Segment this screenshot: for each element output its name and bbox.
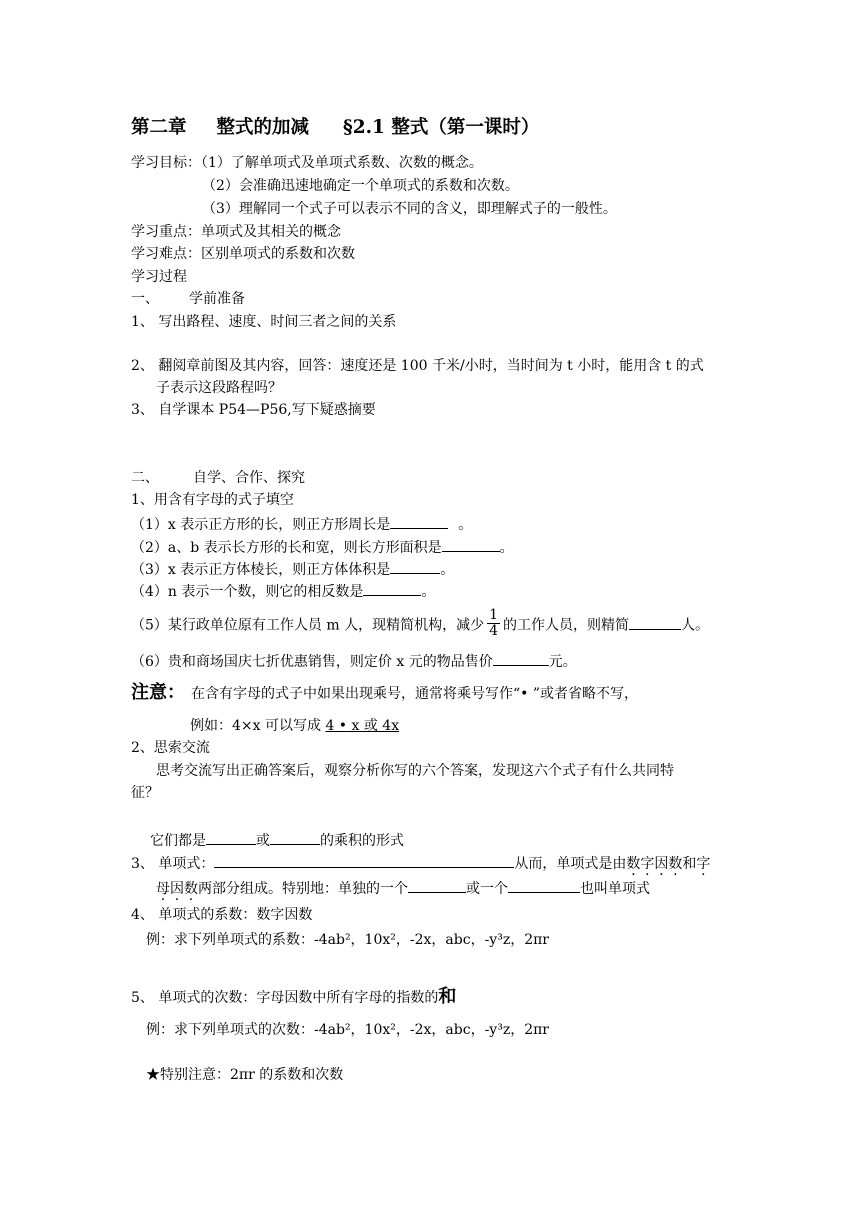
fill-text: （4）n 表示一个数，则它的相反数是 (131, 584, 364, 600)
sec4-title: 4、 单项式的系数：数字因数 (131, 907, 313, 923)
fill-item-6 (131, 651, 577, 671)
note-text: 在含有字母的式子中如果出现乘号，通常将乘号写作“• ”或者省略不写， (191, 686, 639, 702)
answer-blank[interactable] (442, 537, 500, 552)
process-heading: 学习过程 (131, 269, 187, 285)
part1-q3: 3、 自学课本 P54—P56,写下疑惑摘要 (131, 402, 376, 418)
fill-text: （1）x 表示正方形的长，则正方形周长是 (131, 517, 391, 533)
fill-text: 的工作人员，则精简 (503, 617, 630, 634)
emphasis-char: 母 (156, 881, 170, 897)
sec3-line2 (156, 878, 650, 898)
fill-item-4 (131, 581, 435, 601)
fill-text: 或 (256, 833, 270, 849)
sec2-text: 思考交流写出正确答案后，观察分析你写的六个答案，发现这六个式子有什么共同特 (156, 763, 674, 779)
fill-text: 。 (421, 584, 436, 600)
sec3-line1 (131, 853, 710, 873)
answer-blank[interactable] (493, 651, 549, 666)
part2-num: 二、 (131, 470, 159, 486)
fill-text: （6）贵和商场国庆七折优惠销售，则定价 x 元的物品售价 (131, 654, 493, 670)
part1-q2: 2、 翻阅章前图及其内容，回答：速度还是 100 千米/小时，当时间为 t 小时，能用含 t 的式 (131, 358, 704, 374)
note-example (190, 717, 399, 735)
fill-text: （2）a、b 表示长方形的长和宽，则长方形面积是 (131, 540, 442, 556)
section-label: §2.1 整式（第一课时） (343, 117, 540, 138)
emphasis-char: 字 (640, 856, 655, 872)
example-underlined: 4 • x 或 4x (325, 718, 400, 734)
chapter-label: 第二章 (131, 117, 187, 138)
emphasis-text: 和 (438, 986, 457, 1007)
answer-blank[interactable] (270, 830, 320, 845)
fill-text: 3、 单项式： (131, 856, 215, 872)
fill-text: 和 (682, 856, 697, 872)
fill-item-3 (131, 559, 454, 579)
part2-heading (131, 469, 305, 487)
special-note: ★特别注意：2πr 的系数和次数 (146, 1067, 344, 1083)
fill-text: 。 (440, 562, 455, 578)
sec2-text-cont: 征？ (131, 785, 159, 801)
page-title (131, 117, 539, 139)
fill-item-1 (131, 514, 472, 534)
emphasis-char: 因 (170, 881, 184, 897)
fill-text: 的乘积的形式 (320, 833, 404, 849)
difficulty: 学习难点：区别单项式的系数和次数 (131, 246, 355, 262)
part2-title: 自学、合作、探究 (193, 470, 305, 486)
part1-heading (131, 290, 245, 308)
example-text: 例如：4×x 可以写成 (190, 718, 326, 734)
sec2-title: 2、思索交流 (131, 740, 210, 756)
answer-blank[interactable] (629, 615, 681, 630)
fill-item-2 (131, 537, 514, 557)
fill-text: 元。 (548, 654, 577, 670)
sec4-example: 例：求下列单项式的系数：-4ab²，10x²，-2x，abc，-y³z，2πr (146, 932, 549, 948)
fill-text: （5）某行政单位原有工作人员 m 人，现精简机构，减少 (131, 617, 485, 634)
emphasis-char: 数 (626, 856, 641, 872)
fill-text: （3）x 表示正方体棱长，则正方体体积是 (131, 562, 391, 578)
goals-label: 学习目标： (131, 155, 201, 171)
fill-text: 人。 (681, 617, 710, 634)
answer-blank[interactable] (206, 830, 256, 845)
part1-title: 学前准备 (189, 291, 245, 307)
sec2-common (150, 830, 404, 850)
topic-label: 整式的加减 (216, 117, 310, 138)
goal-item: （1）了解单项式及单项式系数、次数的概念。 (201, 155, 483, 171)
fill-text: 从而，单项式是由 (514, 856, 627, 872)
part1-q2-cont: 子表示这段路程吗？ (156, 380, 282, 396)
answer-blank[interactable] (408, 878, 466, 893)
note-label: 注意： (131, 682, 185, 703)
goal-item: （2）会准确迅速地确定一个单项式的系数和次数。 (202, 178, 519, 194)
emphasis-char: 数 (668, 856, 683, 872)
goals-line-1 (131, 154, 483, 172)
answer-blank[interactable] (214, 853, 514, 868)
fill-text: 5、 单项式的次数：字母因数中所有字母的指数的 (131, 990, 439, 1006)
fraction-denominator: 4 (489, 623, 499, 639)
emphasis-char: 字 (696, 856, 711, 872)
fill-text: 或一个 (466, 881, 508, 897)
key-point: 学习重点：单项式及其相关的概念 (131, 224, 341, 240)
goal-item: （3）理解同一个式子可以表示不同的含义，即理解式子的一般性。 (202, 201, 617, 217)
part1-num: 一、 (131, 291, 159, 307)
fill-text: 也叫单项式 (580, 881, 650, 897)
emphasis-char: 因 (654, 856, 669, 872)
fill-text: 。 (458, 517, 473, 533)
answer-blank[interactable] (390, 514, 448, 529)
part2-sub1: 1、用含有字母的式子填空 (131, 492, 294, 508)
fill-item-5 (131, 607, 710, 641)
part1-q1: 1、 写出路程、速度、时间三者之间的关系 (131, 314, 397, 330)
fraction (487, 608, 500, 639)
emphasis-char: 数 (184, 881, 198, 897)
sec5-example: 例：求下列单项式的次数：-4ab²，10x²，-2x，abc，-y³z，2πr (146, 1022, 549, 1038)
answer-blank[interactable] (508, 878, 580, 893)
answer-blank[interactable] (390, 559, 440, 574)
fill-text: 两部分组成。特别地：单独的一个 (198, 881, 408, 897)
fraction-numerator: 1 (489, 607, 499, 623)
fill-text: 它们都是 (150, 833, 206, 849)
sec5-title (131, 986, 456, 1009)
note-line (131, 682, 638, 705)
fill-text: 。 (499, 540, 514, 556)
answer-blank[interactable] (363, 581, 421, 596)
